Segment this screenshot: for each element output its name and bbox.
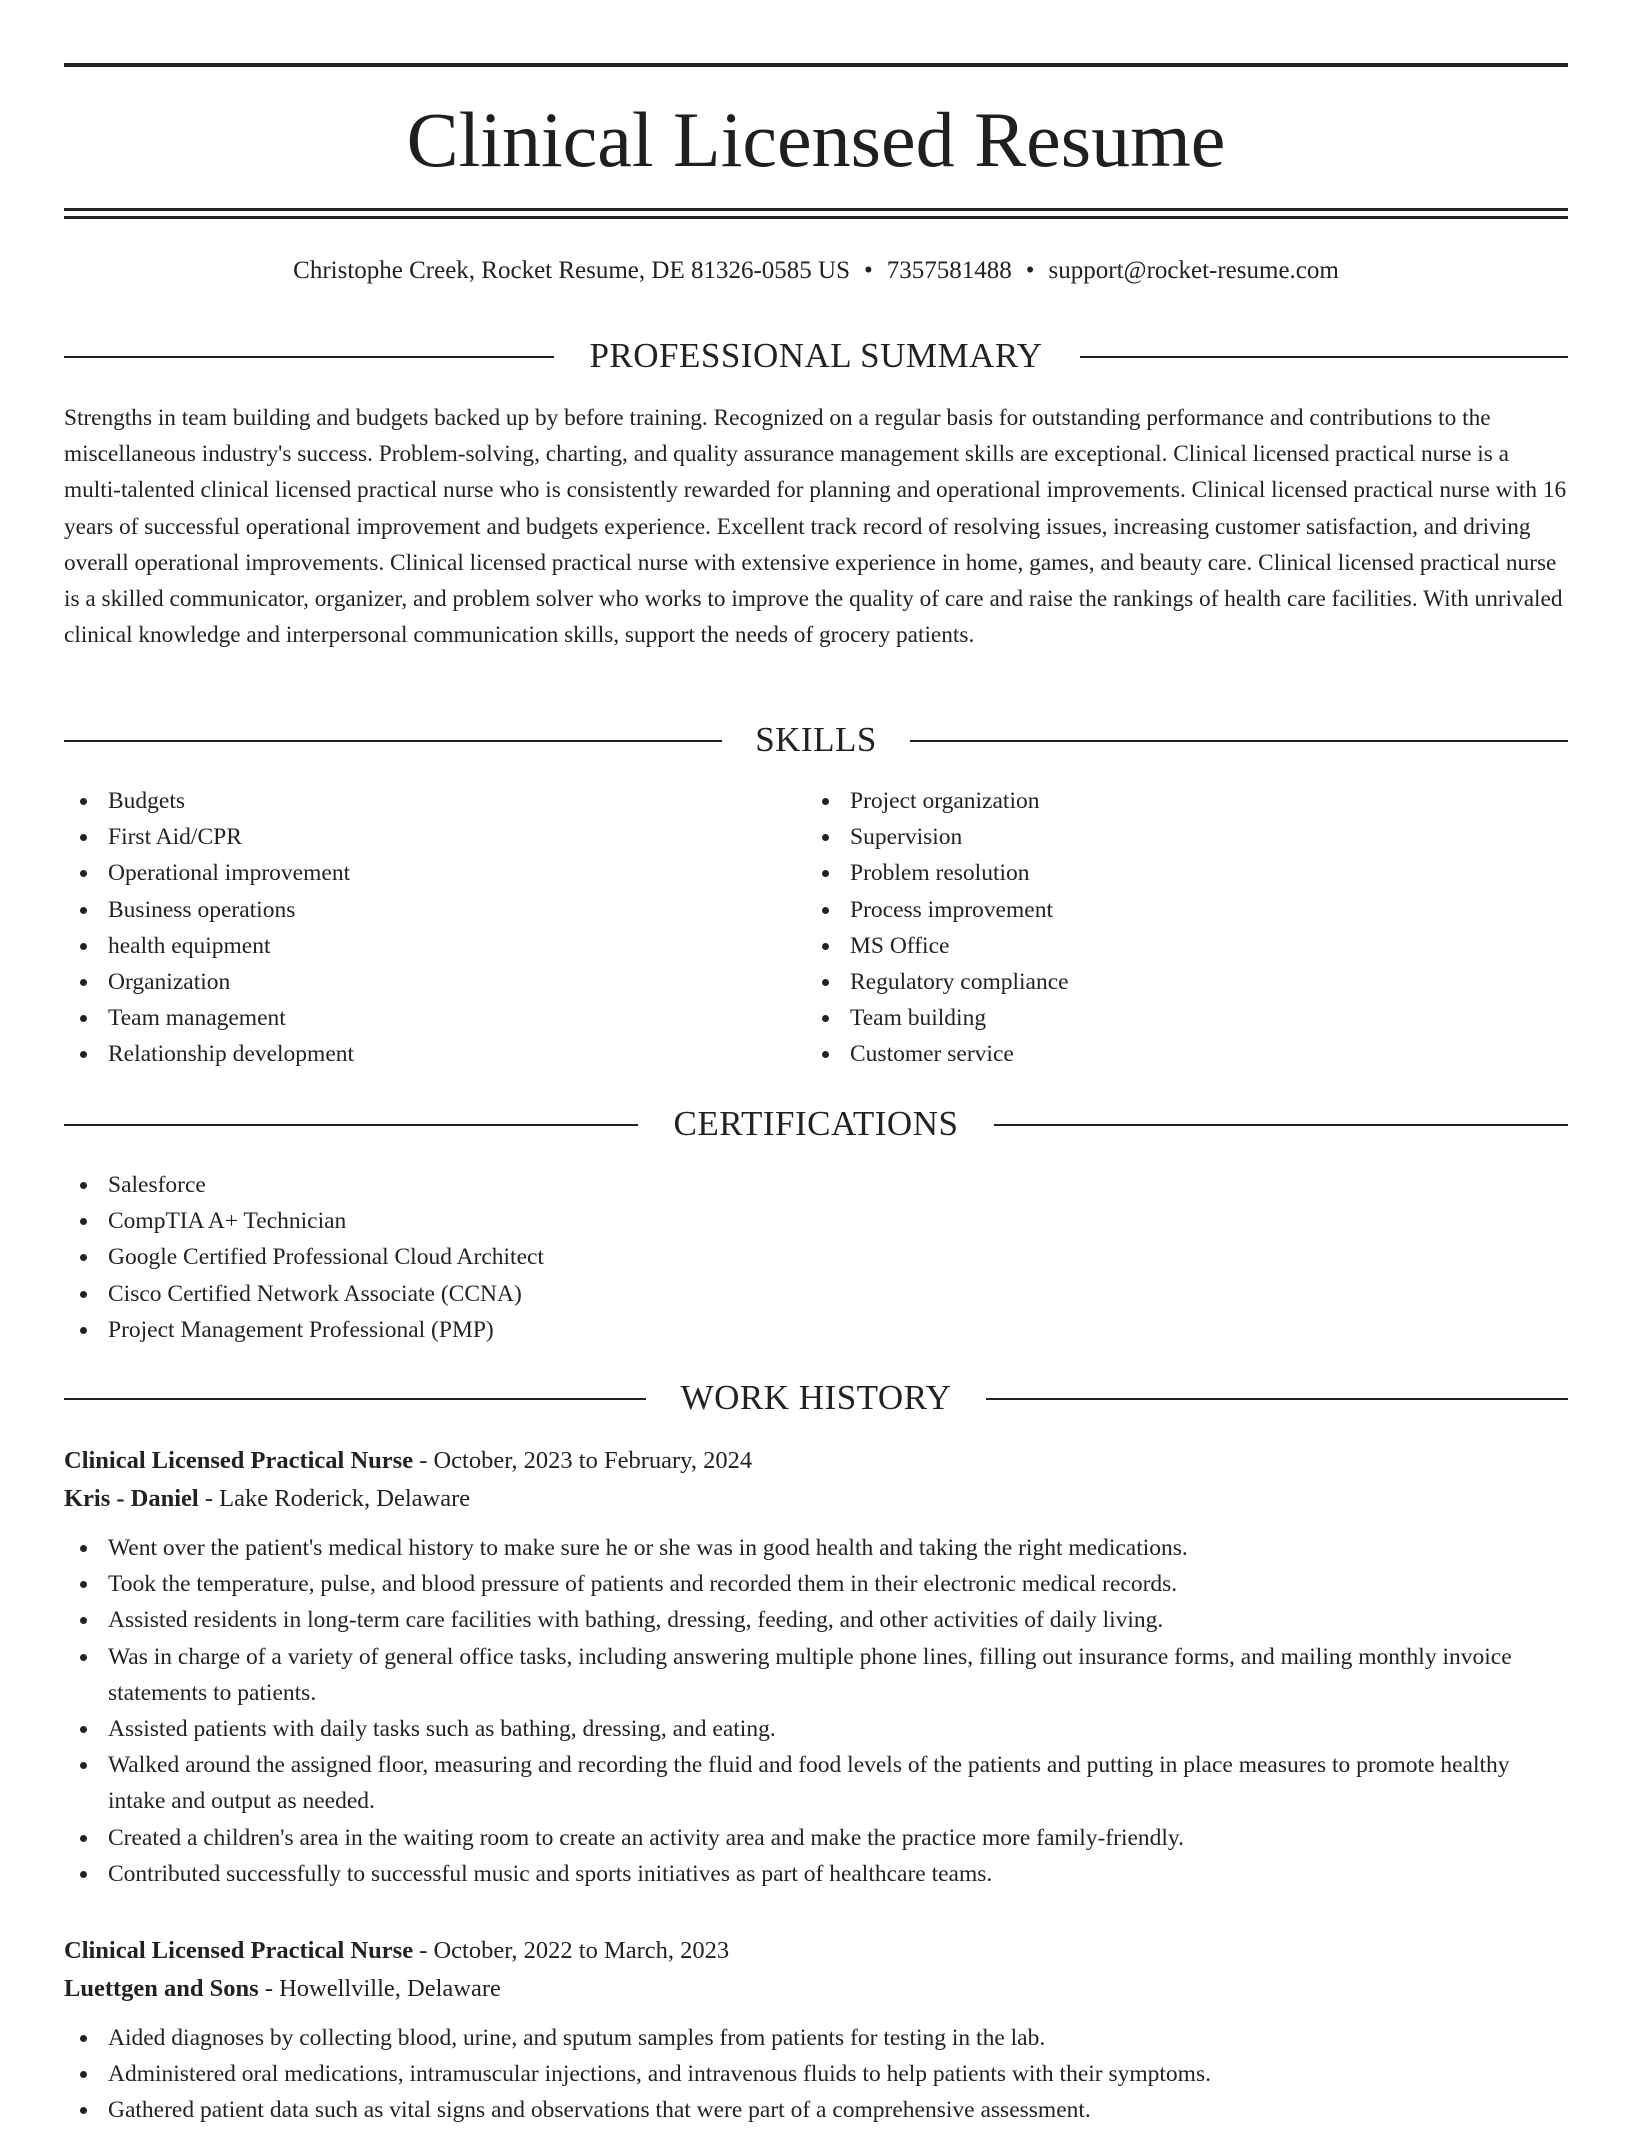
skill-item: Budgets <box>64 783 764 819</box>
skill-item: Organization <box>64 964 764 1000</box>
contact-email: support@rocket-resume.com <box>1048 257 1339 284</box>
job-duty: Aided diagnoses by collecting blood, urine, and sputum samples from patients for testing in the lab. <box>64 2020 1568 2056</box>
skill-item: Team building <box>806 1000 1506 1036</box>
job-duty: Assisted residents in long-term care facilities with bathing, dressing, feeding, and other activities of daily living. <box>64 1602 1568 1638</box>
job-location: - Lake Roderick, Delaware <box>198 1485 471 1512</box>
job-location: - Howellville, Delaware <box>258 1975 501 2002</box>
certification-item: Project Management Professional (PMP) <box>64 1312 1264 1348</box>
job-company: Kris - Daniel <box>64 1485 199 1512</box>
skills-list-left <box>64 783 764 1073</box>
skill-item: Operational improvement <box>64 855 764 891</box>
top-rule <box>64 63 1568 67</box>
job-title-line <box>64 1932 1568 1970</box>
section-title: CERTIFICATIONS <box>642 1104 991 1143</box>
section-heading-work-history <box>64 1378 1568 1418</box>
job-duty: Went over the patient's medical history to make sure he or she was in good health and taking the right medications. <box>64 1530 1568 1566</box>
separator-dot: • <box>864 257 873 284</box>
section-heading-certifications <box>64 1104 1568 1144</box>
skills-list-right <box>806 783 1506 1073</box>
job-employer-line <box>64 1480 1568 1518</box>
separator-dot: • <box>1025 257 1035 284</box>
contact-line <box>64 253 1568 289</box>
skill-item: Customer service <box>806 1036 1506 1072</box>
section-title: PROFESSIONAL SUMMARY <box>557 336 1074 375</box>
job-company: Luettgen and Sons <box>64 1975 259 2002</box>
title-rule-upper <box>64 208 1568 211</box>
skill-item: First Aid/CPR <box>64 819 764 855</box>
job-entry <box>64 1932 1568 2129</box>
skill-item: health equipment <box>64 928 764 964</box>
job-employer-line <box>64 1970 1568 2008</box>
job-title-line <box>64 1442 1568 1480</box>
job-entry <box>64 1442 1568 1892</box>
section-heading-summary <box>64 336 1568 376</box>
contact-address: Christophe Creek, Rocket Resume, DE 81326-0585 US <box>293 257 851 284</box>
job-title: Clinical Licensed Practical Nurse <box>64 1447 414 1474</box>
skill-item: Business operations <box>64 892 764 928</box>
job-duty: Was in charge of a variety of general office tasks, including answering multiple phone lines, filling out insurance forms, and mailing monthly invoice statements to patients. <box>64 1639 1568 1711</box>
job-duty: Took the temperature, pulse, and blood pressure of patients and recorded them in their electronic medical records. <box>64 1566 1568 1602</box>
title-rule-lower <box>64 216 1568 219</box>
skill-item: MS Office <box>806 928 1506 964</box>
skill-item: Team management <box>64 1000 764 1036</box>
section-heading-skills <box>64 720 1568 760</box>
skill-item: Project organization <box>806 783 1506 819</box>
job-duty: Created a children's area in the waiting room to create an activity area and make the practice more family-friendly. <box>64 1820 1568 1856</box>
job-duty: Gathered patient data such as vital signs and observations that were part of a comprehensive assessment. <box>64 2092 1568 2128</box>
section-title: SKILLS <box>723 720 909 759</box>
skill-item: Problem resolution <box>806 855 1506 891</box>
job-title: Clinical Licensed Practical Nurse <box>64 1937 414 1964</box>
skill-item: Relationship development <box>64 1036 764 1072</box>
job-duty: Assisted patients with daily tasks such as bathing, dressing, and eating. <box>64 1711 1568 1747</box>
job-duties-list <box>64 1530 1568 1892</box>
certification-item: Salesforce <box>64 1167 1264 1203</box>
section-title: WORK HISTORY <box>649 1378 984 1417</box>
certification-item: Google Certified Professional Cloud Architect <box>64 1239 1264 1275</box>
resume-title: Clinical Licensed Resume <box>406 96 1226 183</box>
job-dates: - October, 2022 to March, 2023 <box>413 1937 730 1964</box>
certification-item: CompTIA A+ Technician <box>64 1203 1264 1239</box>
job-duty: Walked around the assigned floor, measuring and recording the fluid and food levels of the patients and putting in place measures to promote healthy intake and output as needed. <box>64 1747 1568 1819</box>
contact-phone: 7357581488 <box>886 257 1012 284</box>
certification-item: Cisco Certified Network Associate (CCNA) <box>64 1276 1264 1312</box>
summary-text: Strengths in team building and budgets backed up by before training. Recognized on a regular basis for outstanding performance and contributions to the miscellaneous industry's success. Problem-solving, charting, and quality assurance management skills are exceptional. Clinical licensed practical nurse is a multi-talented clinical licensed practical nurse who is consistently rewarded for planning and operational improvements. Clinical licensed practical nurse with 16 years of successful operational improvement and budgets experience. Excellent track record of resolving issues, increasing customer satisfaction, and driving overall operational improvements. Clinical licensed practical nurse with extensive experience in home, games, and beauty care. Clinical licensed practical nurse is a skilled communicator, organizer, and problem solver who works to improve the quality of care and raise the rankings of health care facilities. With unrivaled clinical knowledge and interpersonal communication skills, support the needs of grocery patients. <box>64 405 1567 649</box>
skill-item: Supervision <box>806 819 1506 855</box>
certifications-list <box>64 1167 1264 1348</box>
job-duties-list <box>64 2020 1568 2129</box>
skill-item: Process improvement <box>806 892 1506 928</box>
skill-item: Regulatory compliance <box>806 964 1506 1000</box>
job-dates: - October, 2023 to February, 2024 <box>413 1447 753 1474</box>
job-duty: Contributed successfully to successful music and sports initiatives as part of healthcare teams. <box>64 1856 1568 1892</box>
job-duty: Administered oral medications, intramuscular injections, and intravenous fluids to help patients with their symptoms. <box>64 2056 1568 2092</box>
